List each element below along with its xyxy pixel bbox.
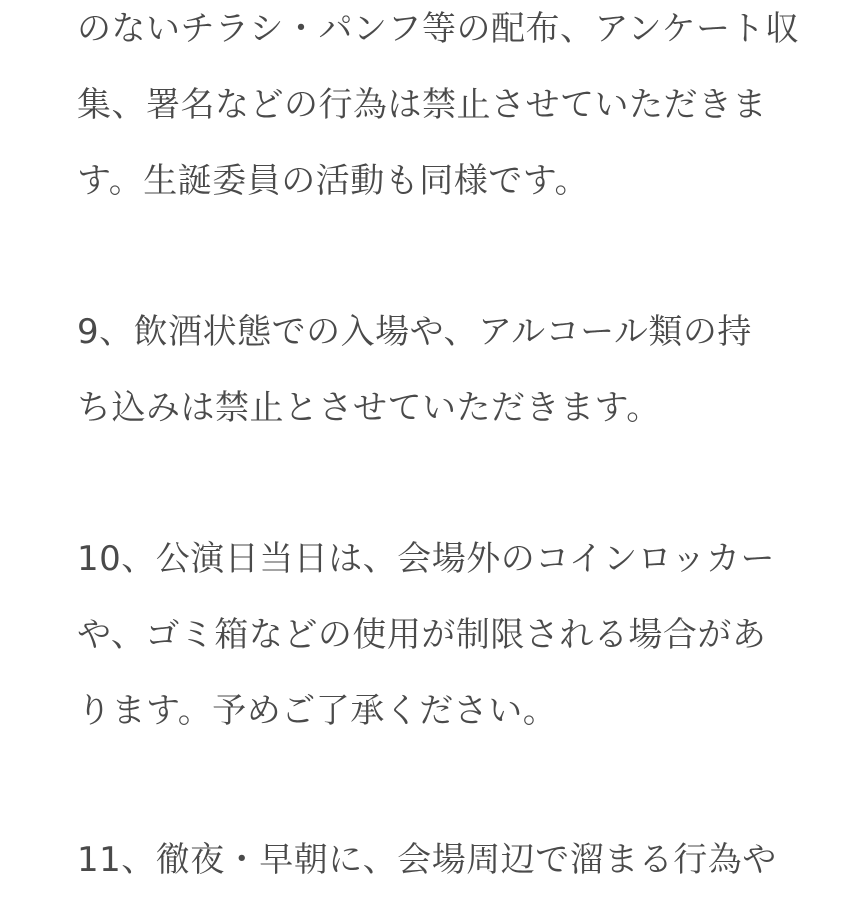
text-line: 10、公演日当日は、会場外のコインロッカー [77,539,776,579]
text-line: ち込みは禁止とさせていただきます。 [77,388,661,428]
text-line: 9、飲酒状態での入場や、アルコール類の持 [77,312,752,352]
text-line: す。生誕委員の活動も同様です。 [77,161,590,201]
text-line: 集、署名などの行為は禁止させていただきま [77,85,767,125]
text-line: のないチラシ・パンフ等の配布、アンケート収 [77,9,800,49]
text-line: 11、徹夜・早朝に、会場周辺で溜まる行為や [77,840,777,880]
text-line: ります。予めご了承ください。 [77,691,558,731]
text-line: や、ゴミ箱などの使用が制限される場合があ [77,615,767,655]
